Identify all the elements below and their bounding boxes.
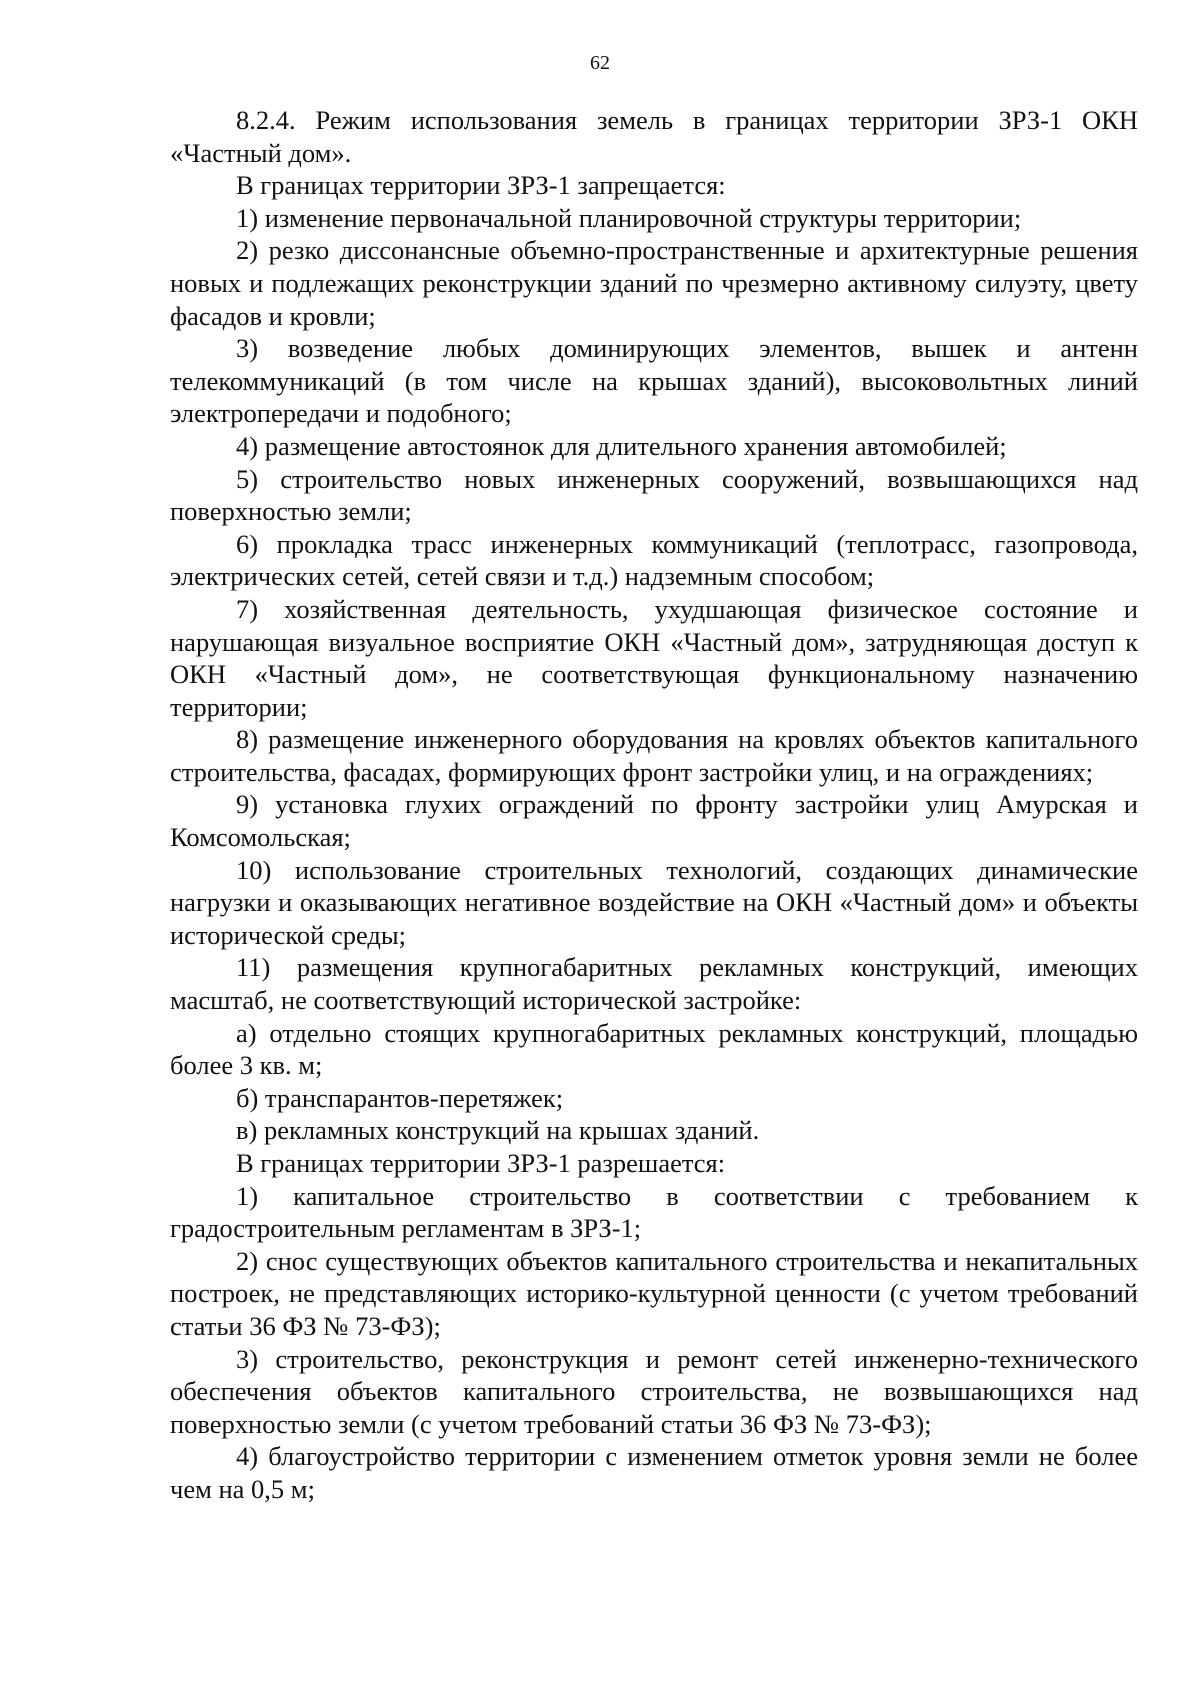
prohibition-item: 11) размещения крупногабаритных рекламных конструкций, имеющих масштаб, не соответствующий исторической застройке: xyxy=(170,952,1138,1016)
section-heading: 8.2.4. Режим использования земель в границах территории ЗРЗ-1 ОКН «Частный дом». xyxy=(170,105,1138,168)
prohibition-item: 3) возведение любых доминирующих элементов, вышек и антенн телекоммуникаций (в том числе на крышах зданий), высоковольтных линий электропередачи и подобного; xyxy=(170,333,1138,429)
prohibition-item: 10) использование строительных технологий, создающих динамические нагрузки и оказывающих негативное воздействие на ОКН «Частный дом» и объекты исторической среды; xyxy=(170,854,1138,950)
prohibition-subitem: б) транспарантов-перетяжек; xyxy=(236,1082,564,1113)
prohibition-item: 6) прокладка трасс инженерных коммуникаций (теплотрасс, газопровода, электрических сетей, сетей связи и т.д.) надземным способом; xyxy=(170,528,1138,592)
prohibition-subitem: в) рекламных конструкций на крышах зданий. xyxy=(236,1115,760,1146)
prohibition-item: 4) размещение автостоянок для длительного хранения автомобилей; xyxy=(236,430,1007,461)
permission-item: 4) благоустройство территории с изменением отметок уровня земли не более чем на 0,5 м; xyxy=(170,1441,1138,1504)
permission-item: 1) капитальное строительство в соответствии с требованием к градостроительным регламентам в ЗРЗ-1; xyxy=(170,1180,1138,1244)
prohibition-item: 8) размещение инженерного оборудования на кровлях объектов капитального строительства, фасадах, формирующих фронт застройки улиц, и на ограждениях; xyxy=(170,724,1138,787)
prohibition-item: 7) хозяйственная деятельность, ухудшающая физическое состояние и нарушающая визуальное восприятие ОКН «Частный дом», затрудняющая доступ к ОКН «Частный дом», не соответствующая функциональному назначению территории; xyxy=(170,593,1138,722)
permission-item: 3) строительство, реконструкция и ремонт сетей инженерно-технического обеспечения объектов капитального строительства, не возвышающихся над поверхностью земли (с учетом требований статьи 36 ФЗ № 73-ФЗ); xyxy=(170,1343,1138,1439)
permission-item: 2) снос существующих объектов капитального строительства и некапитальных построек, не представляющих историко-культурной ценности (с учетом требований статьи 36 ФЗ № 73-ФЗ); xyxy=(170,1245,1138,1341)
page-number: 62 xyxy=(590,52,610,74)
prohibitions-intro: В границах территории ЗРЗ-1 запрещается: xyxy=(236,170,726,201)
prohibition-item: 9) установка глухих ограждений по фронту застройки улиц Амурская и Комсомольская; xyxy=(170,789,1138,853)
permissions-intro: В границах территории ЗРЗ-1 разрешается: xyxy=(236,1148,726,1178)
prohibition-item: 5) строительство новых инженерных сооружений, возвышающихся над поверхностью земли; xyxy=(170,463,1138,527)
prohibition-item: 2) резко диссонансные объемно-пространственные и архитектурные решения новых и подлежащих реконструкции зданий по чрезмерно активному силуэту, цвету фасадов и кровли; xyxy=(170,235,1138,331)
prohibition-item: 1) изменение первоначальной планировочной структуры территории; xyxy=(236,202,1022,233)
document-body xyxy=(170,104,1138,1506)
prohibition-subitem: а) отдельно стоящих крупногабаритных рекламных конструкций, площадью более 3 кв. м; xyxy=(170,1017,1138,1081)
